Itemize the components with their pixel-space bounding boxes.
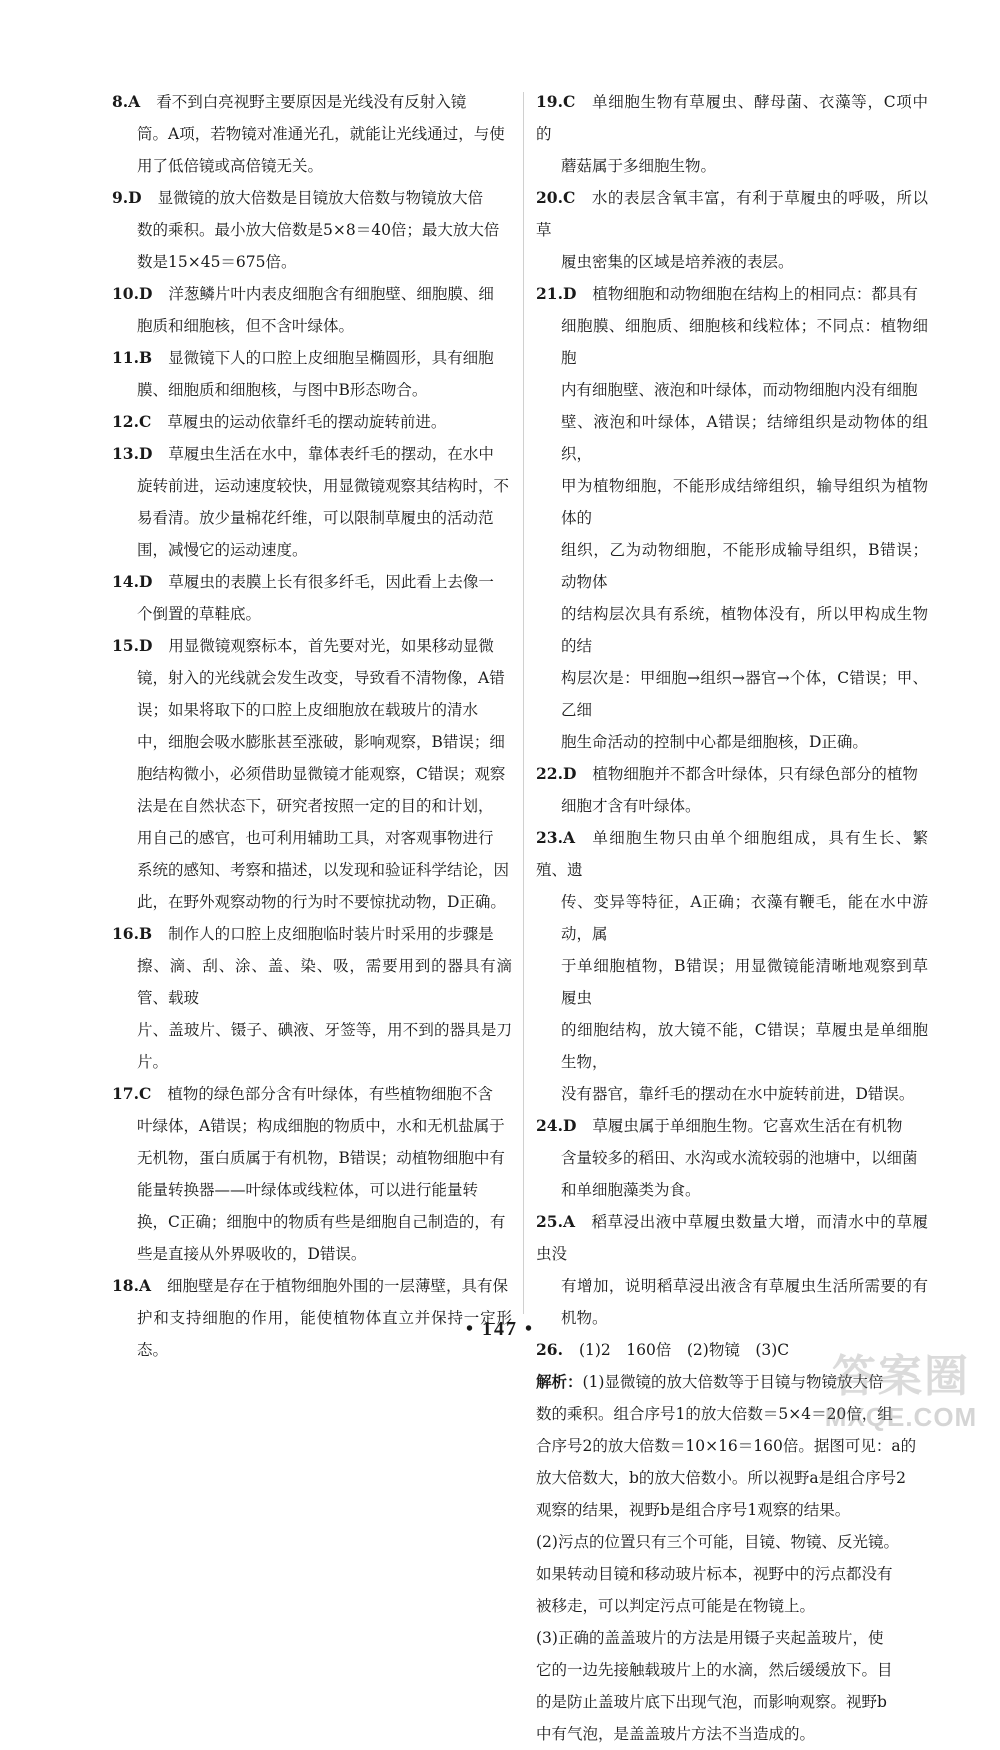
answer-line: 有增加，说明稻草浸出液含有草履虫生活所需要的有机物。 [561, 1277, 928, 1327]
watermark-site: MXQE.COM [824, 1402, 978, 1432]
answer-entry [536, 182, 928, 278]
answer-text: 草履虫生活在水中，靠体表纤毛的摆动，在水中 [168, 445, 494, 463]
answer-text: 显微镜的放大倍数是目镜放大倍数与物镜放大倍 [157, 189, 484, 207]
answer-line: 法是在自然状态下，研究者按照一定的目的和计划， [137, 797, 494, 815]
answer-line: 用自己的感官，也可利用辅助工具，对客观事物进行 [137, 829, 494, 847]
answer-entry [536, 1110, 928, 1206]
answer-number: 18.A [112, 1276, 151, 1295]
answer-entry [112, 86, 512, 182]
answer-number: 26. [536, 1340, 563, 1359]
answer-text: 细胞壁是存在于植物细胞外围的一层薄壁，具有保 [167, 1277, 509, 1295]
answer-entry [536, 758, 928, 822]
jiexi-part3-line: 中有气泡，是盖盖玻片方法不当造成的。 [536, 1725, 816, 1743]
answer-line: 的结构层次具有系统，植物体没有，所以甲构成生物的结 [561, 605, 928, 655]
answer-line: 于单细胞植物，B错误；用显微镜能清晰地观察到草履虫 [561, 957, 928, 1007]
answer-line: 用了低倍镜或高倍镜无关。 [137, 157, 324, 175]
jiexi-line: 放大倍数大，b的放大倍数小。所以视野a是组合序号2 [536, 1469, 907, 1487]
answer-entry [112, 406, 512, 438]
answer-number: 20.C [536, 188, 576, 207]
jiexi-line: 合序号2的放大倍数＝10×16＝160倍。据图可见：a的 [536, 1437, 917, 1455]
answer-line [112, 1078, 512, 1110]
answer-text: 水的表层含氧丰富，有利于草履虫的呼吸，所以草 [536, 189, 928, 239]
answer-entry [112, 342, 512, 406]
answer-entry [112, 918, 512, 1078]
answer-entry [536, 822, 928, 1110]
answer-text: 显微镜下人的口腔上皮细胞呈椭圆形，具有细胞 [168, 349, 494, 367]
answer-line [112, 1270, 512, 1302]
answer-text: 稻草浸出液中草履虫数量大增，而清水中的草履虫没 [536, 1213, 928, 1263]
watermark-logo [806, 1336, 996, 1440]
answer-line: 构层次是：甲细胞→组织→器官→个体，C错误；甲、乙细 [561, 669, 928, 719]
answer-line [112, 566, 512, 598]
answer-text: (1)2 160倍 (2)物镜 (3)C [578, 1341, 790, 1359]
answer-number: 21.D [536, 284, 577, 303]
answer-number: 10.D [112, 284, 153, 303]
answer-line: 履虫密集的区域是培养液的表层。 [561, 253, 794, 271]
jiexi-part3-line: (3)正确的盖盖玻片的方法是用镊子夹起盖玻片，使 [536, 1629, 884, 1647]
answer-line: 膜、细胞质和细胞核，与图中B形态吻合。 [137, 381, 428, 399]
answer-line [536, 182, 928, 246]
answer-line [536, 278, 928, 310]
answer-line: 含量较多的稻田、水沟或水流较弱的池塘中，以细菌 [561, 1149, 918, 1167]
answer-line [112, 86, 512, 118]
answer-line: 此，在野外观察动物的行为时不要惊扰动物，D正确。 [137, 893, 506, 911]
jiexi-part2-line: 被移走，可以判定污点可能是在物镜上。 [536, 1597, 816, 1615]
jiexi-line: 数的乘积。组合序号1的放大倍数＝5×4＝20倍，组 [536, 1405, 893, 1423]
answer-line: 和单细胞藻类为食。 [561, 1181, 701, 1199]
answer-line [112, 342, 512, 374]
answer-line: 围，减慢它的运动速度。 [137, 541, 308, 559]
answer-number: 15.D [112, 636, 153, 655]
answer-entry [112, 438, 512, 566]
answer-line: 镜，射入的光线就会发生改变，导致看不清物像，A错 [137, 669, 505, 687]
answer-line: 片、盖玻片、镊子、碘液、牙签等，用不到的器具是刀片。 [137, 1021, 512, 1071]
answer-text: 制作人的口腔上皮细胞临时装片时采用的步骤是 [168, 925, 494, 943]
answer-entry [112, 566, 512, 630]
answer-line [536, 758, 928, 790]
answer-text: 草履虫的表膜上长有很多纤毛，因此看上去像一 [168, 573, 494, 591]
jiexi-text: (1)显微镜的放大倍数等于目镜与物镜放大倍 [582, 1373, 884, 1391]
answer-entry [112, 182, 512, 278]
answer-line [112, 918, 512, 950]
answer-entry [112, 630, 512, 918]
answer-text: 植物的绿色部分含有叶绿体，有些植物细胞不含 [167, 1085, 493, 1103]
answer-number: 23.A [536, 828, 575, 847]
answer-line: 护和支持细胞的作用，能使植物体直立并保持一定形态。 [137, 1309, 512, 1359]
answer-text: 用显微镜观察标本，首先要对光，如果移动显微 [168, 637, 494, 655]
answer-line: 换，C正确；细胞中的物质有些是细胞自己制造的，有 [137, 1213, 506, 1231]
column-divider [523, 92, 524, 1314]
left-column [112, 86, 512, 1366]
answer-line: 细胞才含有叶绿体。 [561, 797, 701, 815]
answer-line [536, 822, 928, 886]
answer-text: 看不到白亮视野主要原因是光线没有反射入镜 [156, 93, 467, 111]
answer-entry [536, 86, 928, 182]
answer-number: 11.B [112, 348, 153, 367]
page-number: • 147 • [465, 1318, 534, 1340]
answer-entry [536, 1206, 928, 1334]
answer-line [112, 406, 512, 438]
answer-entry [536, 278, 928, 758]
answer-line: 能量转换器——叶绿体或线粒体，可以进行能量转 [137, 1181, 479, 1199]
answer-number: 14.D [112, 572, 153, 591]
answer-number: 13.D [112, 444, 153, 463]
answer-line: 蘑菇属于多细胞生物。 [561, 157, 717, 175]
answer-line [112, 182, 512, 214]
answer-line [536, 1110, 928, 1142]
answer-line: 甲为植物细胞，不能形成结缔组织，输导组织为植物体的 [561, 477, 928, 527]
answer-text: 草履虫属于单细胞生物。它喜欢生活在有机物 [592, 1117, 903, 1135]
answer-number: 19.C [536, 92, 576, 111]
answer-number: 12.C [112, 412, 152, 431]
answer-number: 17.C [112, 1084, 152, 1103]
answer-line: 筒。A项，若物镜对准通光孔，就能让光线通过，与使 [137, 125, 505, 143]
answer-line: 数是15×45＝675倍。 [137, 253, 297, 271]
answer-line: 没有器官，靠纤毛的摆动在水中旋转前进，D错误。 [561, 1085, 915, 1103]
answer-text: 植物细胞并不都含叶绿体，只有绿色部分的植物 [592, 765, 918, 783]
answer-entry [112, 278, 512, 342]
answer-line [112, 278, 512, 310]
answer-line [112, 438, 512, 470]
answer-line: 数的乘积。最小放大倍数是5×8＝40倍；最大放大倍 [137, 221, 500, 239]
answer-line: 无机物，蛋白质属于有机物，B错误；动植物细胞中有 [137, 1149, 505, 1167]
jiexi-part3-line: 它的一边先接触载玻片上的水滴，然后缓缓放下。目 [536, 1661, 893, 1679]
watermark-title: 答案圈 [832, 1351, 970, 1402]
answer-line: 组织，乙为动物细胞，不能形成输导组织，B错误；动物体 [561, 541, 928, 591]
answer-line: 传、变异等特征，A正确；衣藻有鞭毛，能在水中游动，属 [561, 893, 928, 943]
answer-line: 旋转前进，运动速度较快，用显微镜观察其结构时，不 [137, 477, 510, 495]
answer-line [112, 630, 512, 662]
answer-text: 洋葱鳞片叶内表皮细胞含有细胞壁、细胞膜、细 [168, 285, 494, 303]
jiexi-part2-line: (2)污点的位置只有三个可能，目镜、物镜、反光镜。 [536, 1533, 899, 1551]
answer-line [536, 86, 928, 150]
answer-number: 25.A [536, 1212, 575, 1231]
answer-line: 误；如果将取下的口腔上皮细胞放在载玻片的清水 [137, 701, 479, 719]
answer-text: 单细胞生物只由单个细胞组成，具有生长、繁殖、遗 [536, 829, 928, 879]
jiexi-part2-line: 如果转动目镜和移动玻片标本，视野中的污点都没有 [536, 1565, 893, 1583]
answer-line: 的细胞结构，放大镜不能，C错误；草履虫是单细胞生物， [561, 1021, 928, 1071]
answer-line: 胞生命活动的控制中心都是细胞核，D正确。 [561, 733, 868, 751]
answer-line: 壁、液泡和叶绿体，A错误；结缔组织是动物体的组织， [561, 413, 928, 463]
answer-number: 24.D [536, 1116, 577, 1135]
jiexi-part3-line: 的是防止盖玻片底下出现气泡，而影响观察。视野b [536, 1693, 887, 1711]
answer-line: 系统的感知、考察和描述，以发现和验证科学结论，因 [137, 861, 510, 879]
answer-line: 些是直接从外界吸收的，D错误。 [137, 1245, 367, 1263]
answer-number: 22.D [536, 764, 577, 783]
answer-number: 8.A [112, 92, 141, 111]
jiexi-line: 观察的结果，视野b是组合序号1观察的结果。 [536, 1501, 851, 1519]
answer-entry [112, 1078, 512, 1270]
answer-line [536, 1206, 928, 1270]
answer-line: 个倒置的草鞋底。 [137, 605, 262, 623]
answer-line: 胞结构微小，必须借助显微镜才能观察，C错误；观察 [137, 765, 506, 783]
right-column [536, 86, 928, 1750]
answer-line: 内有细胞壁、液泡和叶绿体，而动物细胞内没有细胞 [561, 381, 918, 399]
answer-line: 叶绿体，A错误；构成细胞的物质中，水和无机盐属于 [137, 1117, 505, 1135]
answer-line: 胞质和细胞核，但不含叶绿体。 [137, 317, 355, 335]
answer-line: 中，细胞会吸水膨胀甚至涨破，影响观察，B错误；细 [137, 733, 505, 751]
answer-line: 细胞膜、细胞质、细胞核和线粒体；不同点：植物细胞 [561, 317, 928, 367]
answer-number: 9.D [112, 188, 142, 207]
answer-number: 16.B [112, 924, 153, 943]
jiexi-label: 解析： [536, 1372, 583, 1391]
answer-text: 草履虫的运动依靠纤毛的摆动旋转前进。 [167, 413, 447, 431]
answer-line: 擦、滴、刮、涂、盖、染、吸，需要用到的器具有滴管、载玻 [137, 957, 512, 1007]
answer-text: 植物细胞和动物细胞在结构上的相同点：都具有 [592, 285, 918, 303]
answer-text: 单细胞生物有草履虫、酵母菌、衣藻等，C项中的 [536, 93, 928, 143]
answer-line: 易看清。放少量棉花纤维，可以限制草履虫的活动范 [137, 509, 494, 527]
